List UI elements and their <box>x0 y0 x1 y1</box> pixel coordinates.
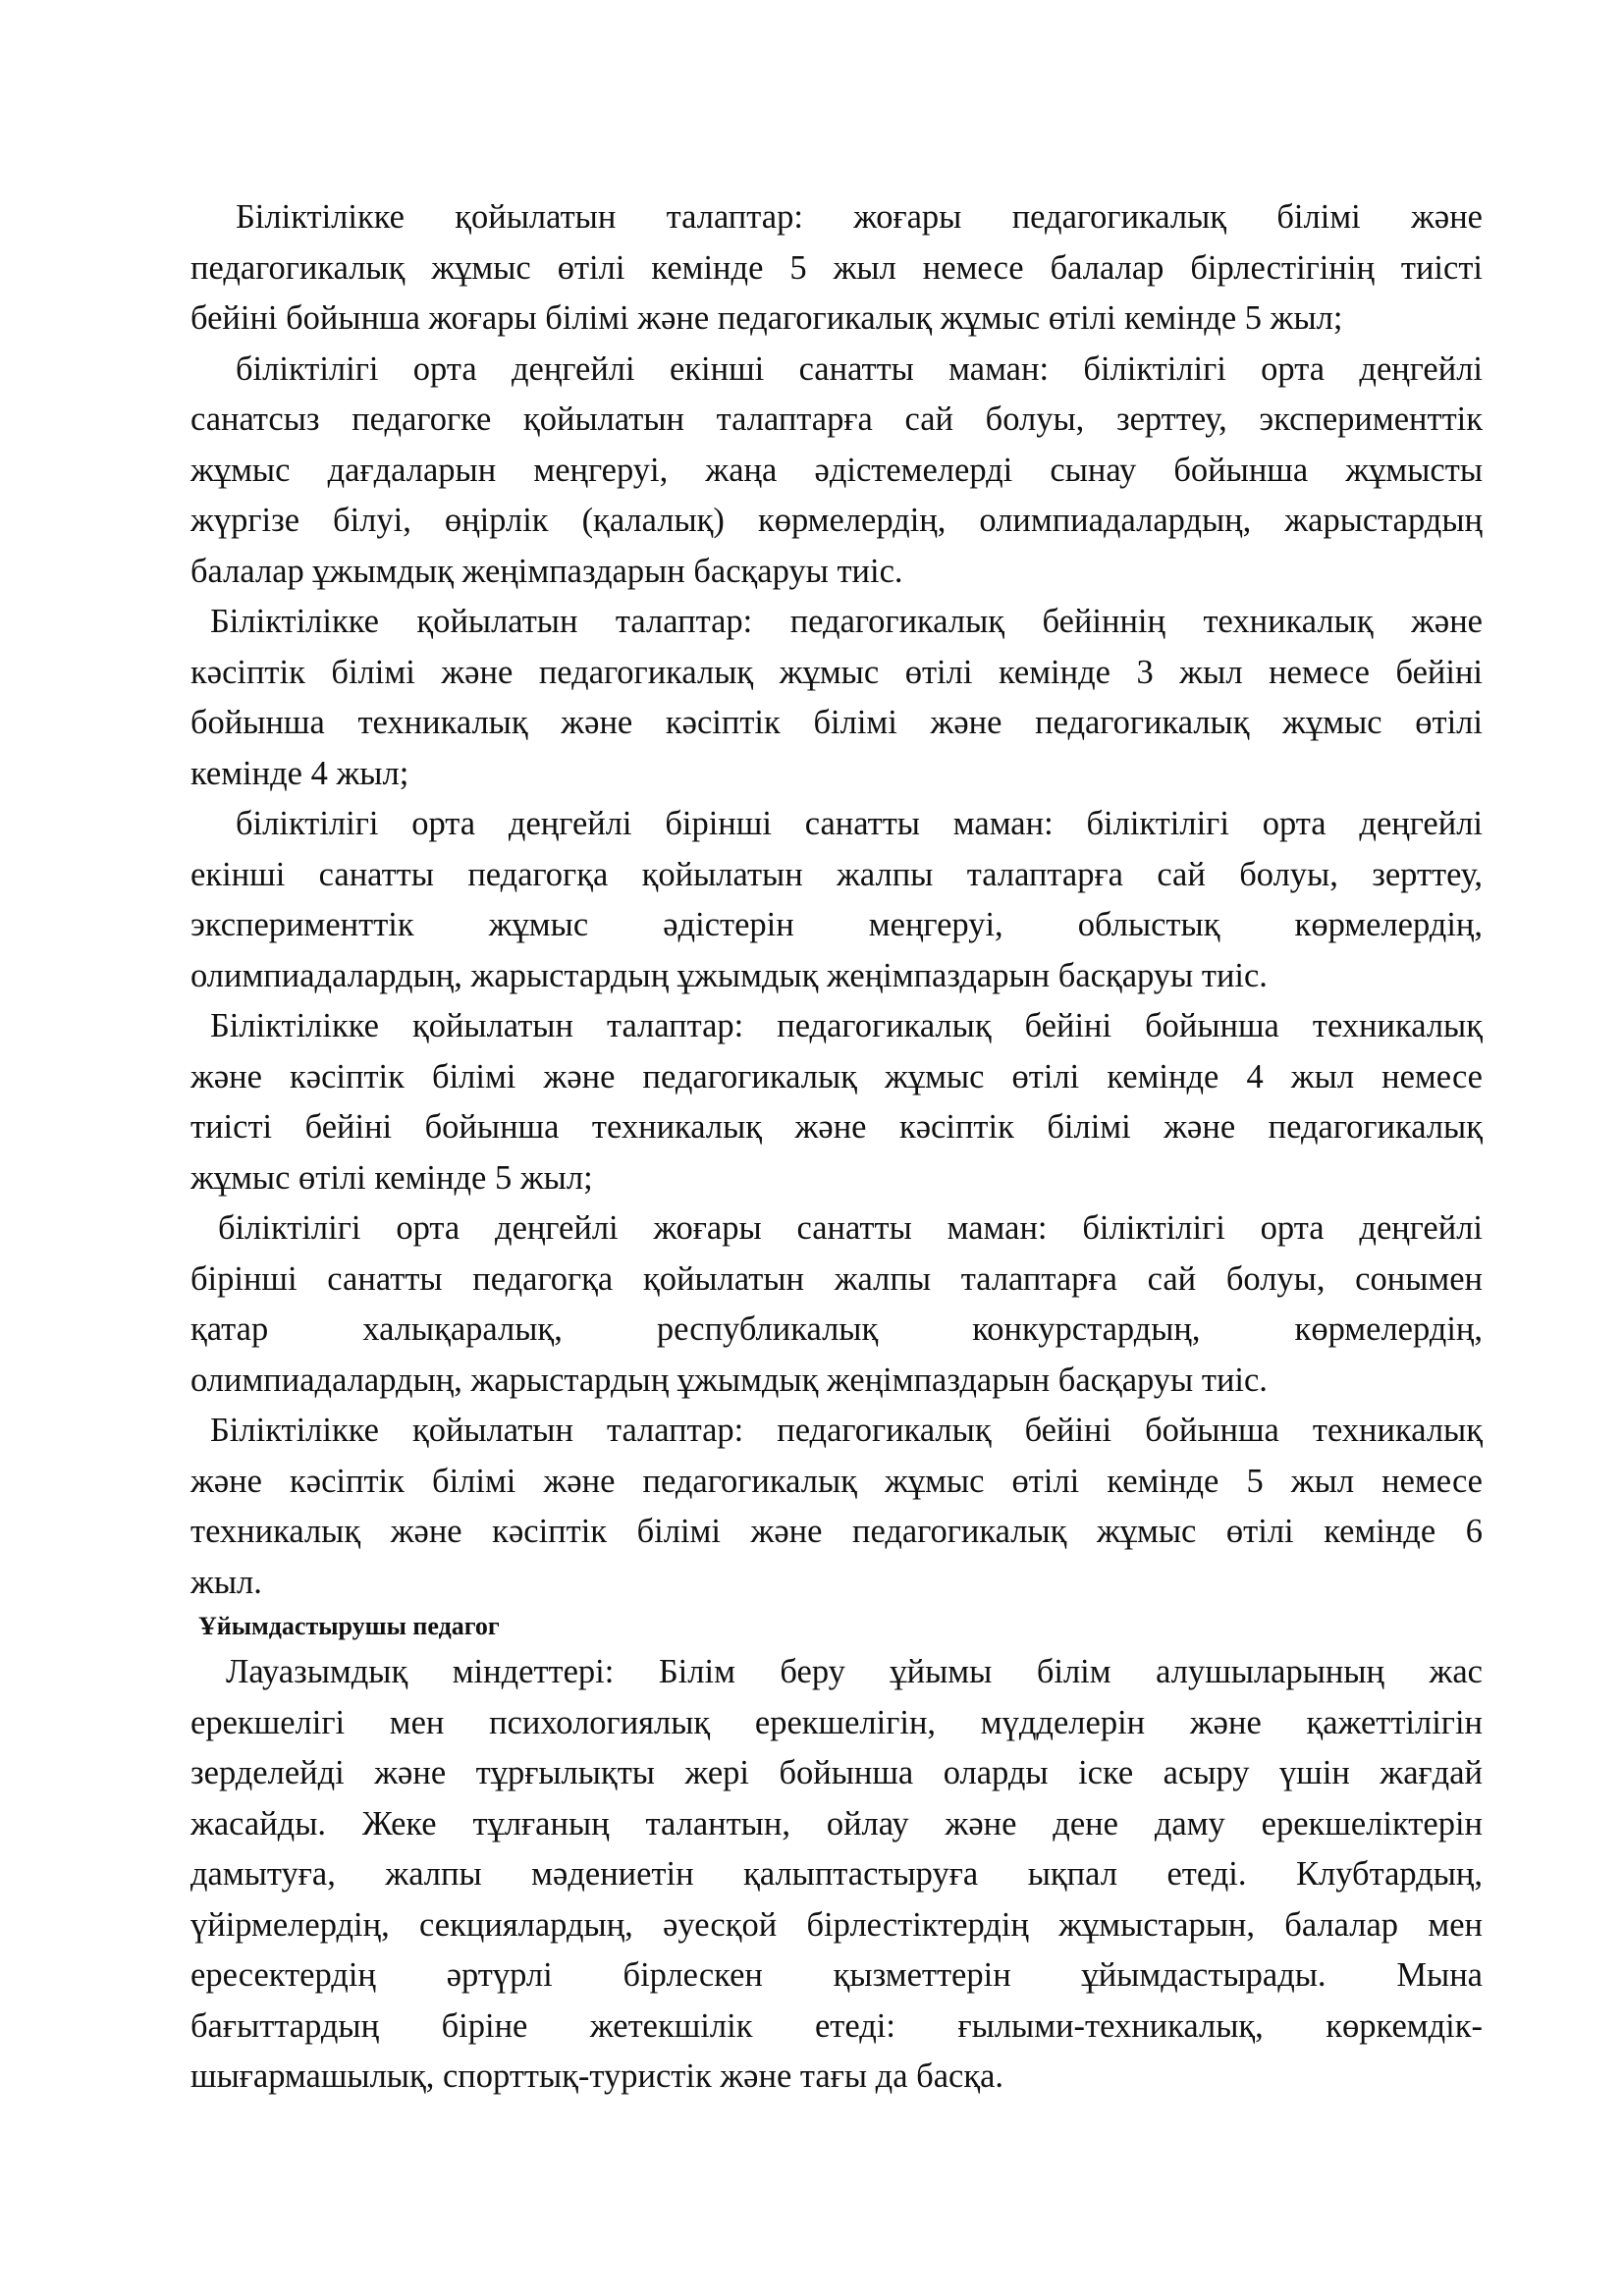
text-line: балалар ұжымдық жеңімпаздарын басқаруы тиіс. <box>190 552 903 590</box>
text-line: біліктілігі орта деңгейлі жоғары санатты маман: біліктілігі орта деңгейлі <box>218 1209 1483 1247</box>
text-line: жұмыс дағдаларын меңгеруі, жаңа әдістемелерді сынау бойынша жұмысты <box>190 451 1483 489</box>
text-line: жүргізе білуі, өңірлік (қалалық) көрмелердің, олимпиадалардың, жарыстардың <box>190 502 1483 539</box>
text-line: Біліктілікке қойылатын талаптар: педагогикалық бейіннің техникалық және <box>210 603 1483 640</box>
text-line: тиісті бейіні бойынша техникалық және кәсіптік білімі және педагогикалық <box>190 1108 1483 1146</box>
text-line: бойынша техникалық және кәсіптік білімі және педагогикалық жұмыс өтілі <box>190 704 1483 741</box>
section-heading: Ұйымдастырушы педагог <box>198 1612 500 1640</box>
text-line: кәсіптік білімі және педагогикалық жұмыс өтілі кемінде 3 жыл немесе бейіні <box>190 653 1483 691</box>
text-line: зерделейді және тұрғылықты жері бойынша оларды іске асыру үшін жағдай <box>190 1754 1483 1791</box>
text-line: олимпиадалардың, жарыстардың ұжымдық жеңімпаздарын басқаруы тиіс. <box>190 956 1268 994</box>
paragraph-duties <box>190 1647 1483 2103</box>
text-line: бірінші санатты педагогқа қойылатын жалпы талаптарға сай болуы, сонымен <box>190 1259 1483 1298</box>
paragraph-requirements-3 <box>190 1001 1483 1203</box>
text-line: жасайды. Жеке тұлғаның талантын, ойлау және дене даму ерекшеліктерін <box>190 1804 1483 1842</box>
text-line: үйірмелердің, секциялардың, әуесқой бірлестіктердің жұмыстарын, балалар мен <box>190 1905 1483 1944</box>
paragraph-requirements-4 <box>190 1406 1483 1608</box>
paragraph-second-category <box>190 345 1483 598</box>
text-line: Біліктілікке қойылатын талаптар: педагогикалық бейіні бойынша техникалық <box>210 1007 1483 1044</box>
text-line: шығармашылық, спорттық-туристік және тағы да басқа. <box>190 2057 1004 2095</box>
text-line: екінші санатты педагогқа қойылатын жалпы талаптарға сай болуы, зерттеу, <box>190 855 1483 893</box>
text-line: санатсыз педагогке қойылатын талаптарға сай болуы, зерттеу, эксперименттік <box>190 400 1483 438</box>
text-line: педагогикалық жұмыс өтілі кемінде 5 жыл немесе балалар бірлестігінің тиісті <box>190 248 1483 287</box>
text-line: кемінде 4 жыл; <box>190 754 409 792</box>
text-line: дамытуға, жалпы мәдениетін қалыптастыруға ықпал етеді. Клубтардың, <box>190 1855 1483 1893</box>
paragraph-requirements-2 <box>190 597 1483 799</box>
paragraph-requirements-1 <box>190 192 1483 345</box>
text-line: біліктілігі орта деңгейлі екінші санатты маман: біліктілігі орта деңгейлі <box>236 349 1483 388</box>
text-line: Біліктілікке қойылатын талаптар: педагогикалық бейіні бойынша техникалық <box>210 1412 1483 1449</box>
text-line: ерекшелігі мен психологиялық ерекшелігін, мүдделерін және қажеттілігін <box>190 1703 1483 1741</box>
text-line: эксперименттік жұмыс әдістерін меңгеруі, облыстық көрмелердің, <box>190 906 1483 943</box>
text-line: біліктілігі орта деңгейлі бірінші санатты маман: біліктілігі орта деңгейлі <box>236 805 1483 842</box>
text-line: және кәсіптік білімі және педагогикалық жұмыс өтілі кемінде 5 жыл немесе <box>190 1462 1483 1500</box>
text-line: бейіні бойынша жоғары білімі және педагогикалық жұмыс өтілі кемінде 5 жыл; <box>190 299 1343 337</box>
text-line: ересектердің әртүрлі бірлескен қызметтерін ұйымдастырады. Мына <box>190 1956 1483 1994</box>
text-line: техникалық және кәсіптік білімі және педагогикалық жұмыс өтілі кемінде 6 <box>190 1513 1483 1550</box>
text-line: жұмыс өтілі кемінде 5 жыл; <box>190 1158 593 1197</box>
text-line: бағыттардың біріне жетекшілік етеді: ғылыми-техникалық, көркемдік- <box>190 2006 1483 2045</box>
text-line: Біліктілікке қойылатын талаптар: жоғары педагогикалық білімі және <box>236 198 1483 236</box>
text-line: жыл. <box>190 1563 262 1601</box>
text-line: олимпиадалардың, жарыстардың ұжымдық жеңімпаздарын басқаруы тиіс. <box>190 1361 1268 1399</box>
text-line: Лауазымдық міндеттері: Білім беру ұйымы білім алушыларының жас <box>226 1653 1483 1690</box>
paragraph-first-category <box>190 799 1483 1001</box>
text-line: қатар халықаралық, республикалық конкурстардың, көрмелердің, <box>190 1310 1483 1348</box>
document-page <box>190 192 1483 2103</box>
paragraph-higher-category <box>190 1203 1483 1406</box>
text-line: және кәсіптік білімі және педагогикалық жұмыс өтілі кемінде 4 жыл немесе <box>190 1057 1483 1095</box>
